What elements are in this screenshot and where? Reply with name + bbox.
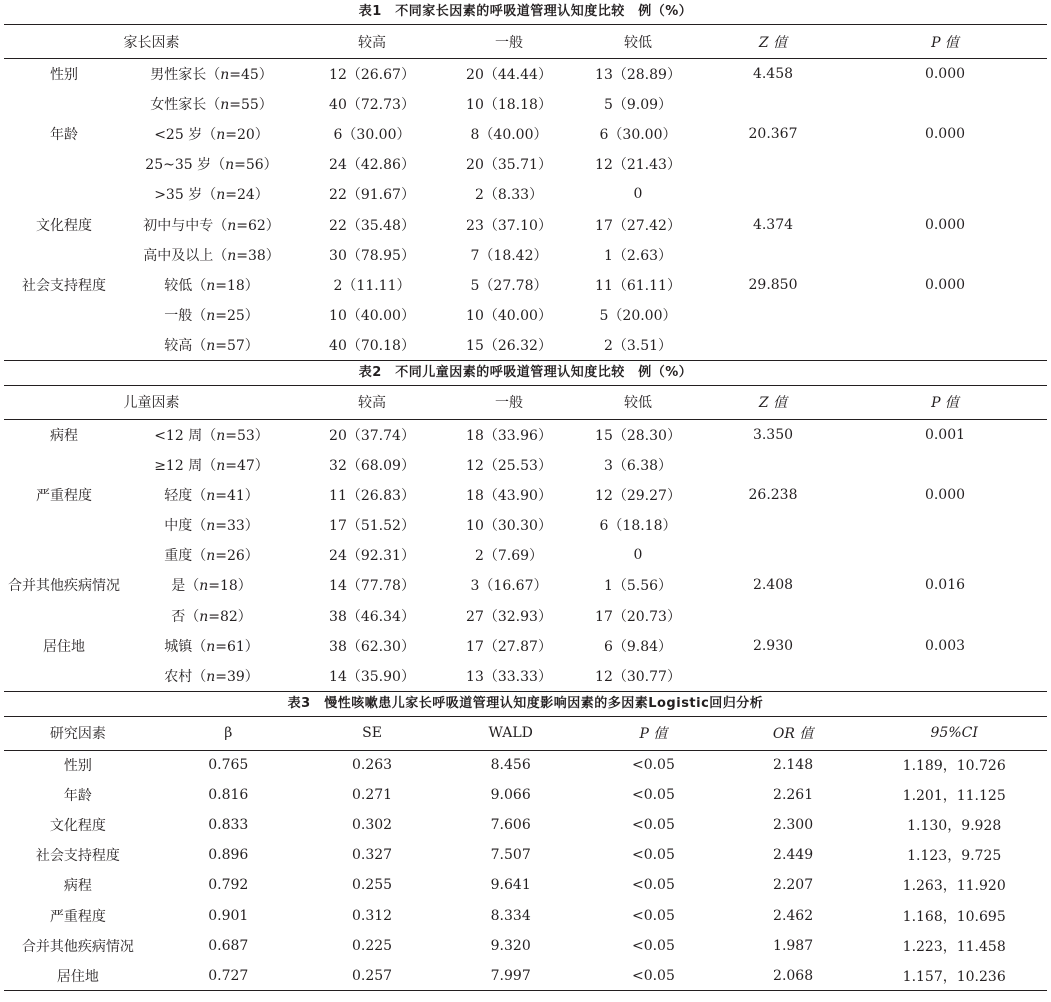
row-group bbox=[4, 510, 124, 540]
cell-mid: 20（44.44） bbox=[466, 66, 552, 83]
sample-size-symbol: n bbox=[220, 96, 230, 113]
cell-factor: 年龄 bbox=[63, 788, 92, 805]
row-group bbox=[4, 149, 124, 179]
cell-low: 11（61.11） bbox=[595, 277, 681, 294]
table-row bbox=[4, 480, 1047, 510]
cell-or: 2.449 bbox=[773, 847, 814, 864]
cell-z bbox=[703, 179, 843, 209]
cell-mid: 2（8.33） bbox=[474, 187, 544, 204]
row-label: 城镇（n=61） bbox=[164, 638, 259, 655]
row-group bbox=[4, 240, 124, 270]
cell-p: 0.003 bbox=[924, 637, 966, 654]
sample-size-symbol: n bbox=[216, 126, 226, 143]
cell-low: 6（18.18） bbox=[599, 518, 677, 535]
cell-ci: 1.130，9.928 bbox=[907, 818, 1002, 835]
cell-low: 0 bbox=[633, 186, 643, 203]
cell-low: 17（27.42） bbox=[595, 217, 681, 234]
table2-body bbox=[4, 419, 1047, 691]
table3-header-p: P 值 bbox=[582, 716, 725, 750]
cell-p bbox=[843, 330, 1047, 360]
cell-beta: 0.833 bbox=[208, 817, 249, 834]
row-group: 年龄 bbox=[50, 126, 78, 143]
cell-p: 0.000 bbox=[924, 486, 966, 503]
sample-size-symbol: n bbox=[216, 427, 226, 444]
table-row bbox=[4, 179, 1047, 209]
cell-p: <0.05 bbox=[631, 877, 675, 894]
table-row bbox=[4, 570, 1047, 600]
sample-size-symbol: n bbox=[225, 157, 235, 174]
table2-header-factor: 儿童因素 bbox=[4, 385, 299, 419]
table2-header-z: Z 值 bbox=[703, 385, 843, 419]
cell-high: 20（37.74） bbox=[329, 427, 415, 444]
cell-high: 11（26.83） bbox=[329, 487, 415, 504]
cell-high: 2（11.11） bbox=[333, 277, 411, 294]
cell-high: 38（46.34） bbox=[329, 608, 415, 625]
cell-wald: 8.456 bbox=[490, 757, 531, 774]
cell-wald: 7.507 bbox=[490, 847, 531, 864]
cell-p bbox=[843, 300, 1047, 330]
cell-high: 17（51.52） bbox=[329, 518, 415, 535]
sample-size-symbol: n bbox=[206, 487, 216, 504]
cell-mid: 7（18.42） bbox=[470, 247, 548, 264]
cell-p bbox=[843, 240, 1047, 270]
table-row bbox=[4, 870, 1047, 900]
cell-mid: 13（33.33） bbox=[445, 661, 573, 691]
cell-p bbox=[843, 601, 1047, 631]
row-label: 中度（n=33） bbox=[164, 518, 259, 535]
table2-header-high: 较高 bbox=[299, 385, 445, 419]
cell-beta: 0.687 bbox=[208, 937, 249, 954]
sample-size-symbol: n bbox=[206, 638, 216, 655]
cell-high: 22（91.67） bbox=[329, 187, 415, 204]
cell-high: 12（26.67） bbox=[329, 66, 415, 83]
cell-se: 0.255 bbox=[351, 877, 393, 894]
table1-header-p: P 值 bbox=[843, 25, 1047, 59]
cell-factor: 性别 bbox=[63, 758, 92, 775]
cell-factor: 严重程度 bbox=[49, 908, 106, 925]
cell-p bbox=[843, 179, 1047, 209]
cell-p bbox=[843, 661, 1047, 691]
cell-mid: 8（40.00） bbox=[470, 126, 548, 143]
table1-header-row bbox=[4, 25, 1047, 59]
cell-or: 2.207 bbox=[773, 877, 814, 894]
cell-p: 0.000 bbox=[924, 276, 966, 293]
cell-mid: 10（30.30） bbox=[466, 518, 552, 535]
cell-z bbox=[703, 300, 843, 330]
table1 bbox=[4, 24, 1047, 361]
cell-low: 6（9.84） bbox=[603, 638, 673, 655]
cell-low: 1（5.56） bbox=[603, 578, 673, 595]
cell-mid: 15（26.32） bbox=[445, 330, 573, 360]
row-label: 较高（n=57） bbox=[124, 330, 299, 360]
row-label: >35 岁（n=24） bbox=[154, 187, 269, 204]
cell-p: <0.05 bbox=[631, 757, 675, 774]
table-row bbox=[4, 330, 1047, 360]
row-label: 否（n=82） bbox=[171, 608, 252, 625]
table-row bbox=[4, 240, 1047, 270]
cell-low: 1（2.63） bbox=[603, 247, 673, 264]
row-label: 一般（n=25） bbox=[164, 308, 259, 325]
table2 bbox=[4, 385, 1047, 692]
cell-se: 0.225 bbox=[351, 937, 393, 954]
sample-size-symbol: n bbox=[199, 578, 209, 595]
cell-z: 2.408 bbox=[752, 577, 794, 594]
cell-wald: 9.320 bbox=[490, 937, 531, 954]
sample-size-symbol: n bbox=[206, 338, 216, 355]
table-row bbox=[4, 59, 1047, 89]
cell-high: 10（40.00） bbox=[329, 308, 415, 325]
cell-factor: 文化程度 bbox=[49, 818, 106, 835]
row-label: 重度（n=26） bbox=[164, 548, 259, 565]
table3-header-or: OR 值 bbox=[725, 716, 862, 750]
table2-header-mid: 一般 bbox=[445, 385, 573, 419]
cell-low: 12（29.27） bbox=[595, 487, 681, 504]
row-label: ≥12 周（n=47） bbox=[154, 457, 269, 474]
cell-p: <0.05 bbox=[631, 847, 675, 864]
cell-se: 0.312 bbox=[351, 907, 393, 924]
cell-p: <0.05 bbox=[582, 961, 725, 991]
table-row bbox=[4, 209, 1047, 239]
cell-low: 15（28.30） bbox=[595, 427, 681, 444]
cell-low: 3（6.38） bbox=[603, 457, 673, 474]
cell-factor: 社会支持程度 bbox=[35, 848, 120, 865]
cell-wald: 8.334 bbox=[490, 907, 531, 924]
row-group bbox=[4, 450, 124, 480]
cell-mid: 2（7.69） bbox=[474, 548, 544, 565]
cell-z: 4.374 bbox=[752, 216, 794, 233]
cell-p bbox=[843, 89, 1047, 119]
table-row bbox=[4, 601, 1047, 631]
row-label: 男性家长（n=45） bbox=[150, 66, 273, 83]
cell-ci: 1.168，10.695 bbox=[902, 908, 1006, 925]
cell-or: 1.987 bbox=[773, 937, 814, 954]
sample-size-symbol: n bbox=[227, 247, 237, 264]
cell-wald: 9.641 bbox=[490, 877, 531, 894]
cell-p: 0.001 bbox=[924, 426, 966, 443]
table-row bbox=[4, 661, 1047, 691]
table-row bbox=[4, 149, 1047, 179]
cell-high: 14（77.78） bbox=[329, 578, 415, 595]
cell-low: 12（21.43） bbox=[595, 157, 681, 174]
cell-low: 0 bbox=[633, 547, 643, 564]
sample-size-symbol: n bbox=[227, 217, 237, 234]
table-row bbox=[4, 631, 1047, 661]
table-row bbox=[4, 450, 1047, 480]
table1-header-low: 较低 bbox=[573, 25, 703, 59]
cell-z: 29.850 bbox=[748, 276, 798, 293]
cell-p: <0.05 bbox=[631, 787, 675, 804]
sample-size-symbol: n bbox=[216, 187, 226, 204]
row-label: 25~35 岁（n=56） bbox=[145, 157, 278, 174]
cell-low: 17（20.73） bbox=[595, 608, 681, 625]
cell-ci: 1.157，10.236 bbox=[861, 961, 1047, 991]
table2-caption: 表2 不同儿童因素的呼吸道管理认知度比较 例（%） bbox=[358, 364, 693, 380]
cell-p bbox=[843, 540, 1047, 570]
row-group bbox=[4, 330, 124, 360]
table-row bbox=[4, 510, 1047, 540]
table-row bbox=[4, 780, 1047, 810]
cell-low: 12（30.77） bbox=[573, 661, 703, 691]
cell-high: 40（72.73） bbox=[329, 96, 415, 113]
sample-size-symbol: n bbox=[216, 457, 226, 474]
cell-p: 0.000 bbox=[924, 125, 966, 142]
cell-or: 2.261 bbox=[773, 787, 814, 804]
table-row bbox=[4, 901, 1047, 931]
cell-high: 24（42.86） bbox=[329, 157, 415, 174]
cell-mid: 5（27.78） bbox=[470, 277, 548, 294]
row-group: 文化程度 bbox=[36, 217, 92, 234]
table3-caption: 表3 慢性咳嗽患儿家长呼吸道管理认知度影响因素的多因素Logistic回归分析 bbox=[287, 695, 764, 711]
cell-p: <0.05 bbox=[631, 907, 675, 924]
table-row bbox=[4, 89, 1047, 119]
table-row bbox=[4, 750, 1047, 780]
row-group: 性别 bbox=[50, 66, 78, 83]
table3-header-row bbox=[4, 716, 1047, 750]
table-row bbox=[4, 961, 1047, 991]
table3-header-beta: β bbox=[152, 716, 305, 750]
cell-z: 2.930 bbox=[752, 637, 794, 654]
cell-z bbox=[703, 240, 843, 270]
cell-low: 5（9.09） bbox=[603, 96, 673, 113]
cell-z: 4.458 bbox=[752, 65, 794, 82]
cell-p: 0.016 bbox=[924, 577, 966, 594]
row-group: 病程 bbox=[50, 427, 78, 444]
cell-p: 0.000 bbox=[924, 65, 966, 82]
cell-wald: 7.997 bbox=[439, 961, 582, 991]
row-group bbox=[4, 300, 124, 330]
table2-header-p: P 值 bbox=[843, 385, 1047, 419]
sample-size-symbol: n bbox=[206, 308, 216, 325]
cell-beta: 0.816 bbox=[208, 787, 249, 804]
cell-beta: 0.901 bbox=[208, 907, 249, 924]
cell-high: 40（70.18） bbox=[299, 330, 445, 360]
sample-size-symbol: n bbox=[220, 66, 230, 83]
row-label: 是（n=18） bbox=[171, 578, 252, 595]
cell-p bbox=[843, 510, 1047, 540]
cell-high: 30（78.95） bbox=[329, 247, 415, 264]
sample-size-symbol: n bbox=[206, 518, 216, 535]
cell-z bbox=[703, 450, 843, 480]
cell-factor: 病程 bbox=[63, 878, 92, 895]
row-group bbox=[4, 661, 124, 691]
cell-se: 0.263 bbox=[351, 757, 393, 774]
cell-mid: 10（40.00） bbox=[466, 308, 552, 325]
table3-header-ci: 95%CI bbox=[861, 716, 1047, 750]
cell-z bbox=[703, 540, 843, 570]
cell-wald: 7.606 bbox=[490, 817, 531, 834]
row-group: 居住地 bbox=[43, 638, 85, 655]
row-label: 轻度（n=41） bbox=[164, 487, 259, 504]
row-group bbox=[4, 540, 124, 570]
cell-high: 22（35.48） bbox=[329, 217, 415, 234]
cell-factor: 合并其他疾病情况 bbox=[21, 938, 134, 955]
row-label: <12 周（n=53） bbox=[154, 427, 269, 444]
cell-beta: 0.765 bbox=[208, 757, 249, 774]
cell-high: 6（30.00） bbox=[333, 126, 411, 143]
cell-mid: 17（27.87） bbox=[466, 638, 552, 655]
cell-p bbox=[843, 450, 1047, 480]
cell-high: 32（68.09） bbox=[329, 457, 415, 474]
cell-ci: 1.263，11.920 bbox=[902, 878, 1006, 895]
cell-mid: 20（35.71） bbox=[466, 157, 552, 174]
cell-or: 2.068 bbox=[725, 961, 862, 991]
cell-z bbox=[703, 661, 843, 691]
table1-caption: 表1 不同家长因素的呼吸道管理认知度比较 例（%） bbox=[358, 4, 693, 19]
cell-p: <0.05 bbox=[631, 817, 675, 834]
cell-factor: 居住地 bbox=[4, 961, 152, 991]
table-row bbox=[4, 119, 1047, 149]
cell-high: 24（92.31） bbox=[329, 548, 415, 565]
table3-header-wald: WALD bbox=[439, 716, 582, 750]
table1-header-factor: 家长因素 bbox=[4, 25, 299, 59]
row-group: 社会支持程度 bbox=[22, 277, 106, 294]
cell-or: 2.148 bbox=[773, 757, 814, 774]
table1-header-high: 较高 bbox=[299, 25, 445, 59]
table-row bbox=[4, 810, 1047, 840]
row-label: 女性家长（n=55） bbox=[150, 96, 273, 113]
cell-mid: 18（33.96） bbox=[466, 427, 552, 444]
table2-header-low: 较低 bbox=[573, 385, 703, 419]
cell-p: <0.05 bbox=[631, 937, 675, 954]
sample-size-symbol: n bbox=[206, 548, 216, 565]
table3-header-se: SE bbox=[305, 716, 440, 750]
cell-mid: 3（16.67） bbox=[470, 578, 548, 595]
table-row bbox=[4, 300, 1047, 330]
cell-beta: 0.896 bbox=[208, 847, 249, 864]
table1-header-mid: 一般 bbox=[445, 25, 573, 59]
row-label: 较低（n=18） bbox=[164, 277, 259, 294]
cell-ci: 1.189，10.726 bbox=[902, 758, 1006, 775]
table-row bbox=[4, 931, 1047, 961]
cell-mid: 23（37.10） bbox=[466, 217, 552, 234]
cell-low: 2（3.51） bbox=[573, 330, 703, 360]
cell-se: 0.327 bbox=[351, 847, 393, 864]
cell-p: 0.000 bbox=[924, 216, 966, 233]
cell-z: 3.350 bbox=[752, 426, 794, 443]
row-label: 高中及以上（n=38） bbox=[143, 247, 280, 264]
row-group bbox=[4, 179, 124, 209]
cell-z: 20.367 bbox=[748, 125, 798, 142]
table1-header-z: Z 值 bbox=[703, 25, 843, 59]
sample-size-symbol: n bbox=[199, 608, 209, 625]
cell-z bbox=[703, 330, 843, 360]
cell-low: 5（20.00） bbox=[599, 308, 677, 325]
table3 bbox=[4, 716, 1047, 992]
table3-header-factor: 研究因素 bbox=[4, 716, 152, 750]
cell-z bbox=[703, 510, 843, 540]
cell-z bbox=[703, 149, 843, 179]
table-row bbox=[4, 270, 1047, 300]
row-label: <25 岁（n=20） bbox=[154, 126, 269, 143]
cell-mid: 12（25.53） bbox=[466, 457, 552, 474]
table-row bbox=[4, 840, 1047, 870]
cell-low: 6（30.00） bbox=[599, 126, 677, 143]
cell-se: 0.302 bbox=[351, 817, 393, 834]
sample-size-symbol: n bbox=[206, 668, 216, 685]
table3-body bbox=[4, 750, 1047, 991]
cell-se: 0.271 bbox=[351, 787, 393, 804]
cell-ci: 1.201，11.125 bbox=[902, 788, 1006, 805]
cell-or: 2.462 bbox=[773, 907, 814, 924]
cell-low: 13（28.89） bbox=[595, 66, 681, 83]
cell-or: 2.300 bbox=[773, 817, 814, 834]
cell-mid: 10（18.18） bbox=[466, 96, 552, 113]
cell-ci: 1.123，9.725 bbox=[907, 848, 1002, 865]
cell-mid: 18（43.90） bbox=[466, 487, 552, 504]
row-group bbox=[4, 89, 124, 119]
table2-header-row bbox=[4, 385, 1047, 419]
cell-beta: 0.727 bbox=[152, 961, 305, 991]
row-group bbox=[4, 601, 124, 631]
cell-z bbox=[703, 601, 843, 631]
table-row bbox=[4, 540, 1047, 570]
cell-wald: 9.066 bbox=[490, 787, 531, 804]
cell-mid: 27（32.93） bbox=[466, 608, 552, 625]
cell-beta: 0.792 bbox=[208, 877, 249, 894]
table-row bbox=[4, 419, 1047, 449]
sample-size-symbol: n bbox=[206, 277, 216, 294]
row-label: 初中与中专（n=62） bbox=[143, 217, 280, 234]
row-label: 农村（n=39） bbox=[124, 661, 299, 691]
cell-se: 0.257 bbox=[305, 961, 440, 991]
cell-high: 38（62.30） bbox=[329, 638, 415, 655]
row-group: 严重程度 bbox=[36, 487, 92, 504]
row-group: 合并其他疾病情况 bbox=[8, 578, 120, 595]
cell-p bbox=[843, 149, 1047, 179]
cell-z: 26.238 bbox=[748, 486, 798, 503]
cell-high: 14（35.90） bbox=[299, 661, 445, 691]
table1-body bbox=[4, 59, 1047, 361]
cell-z bbox=[703, 89, 843, 119]
cell-ci: 1.223，11.458 bbox=[902, 938, 1006, 955]
